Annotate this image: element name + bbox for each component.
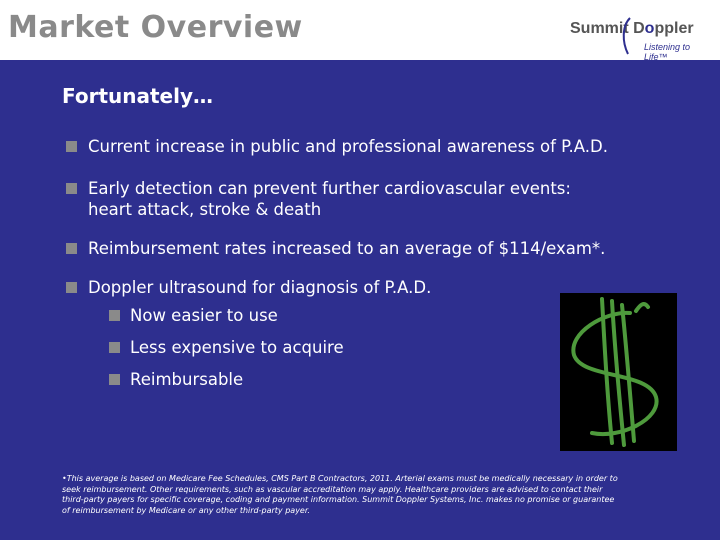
- square-bullet-icon: [66, 183, 77, 194]
- slide-header: [0, 0, 720, 60]
- bullet-item: Current increase in public and professional awareness of P.A.D.: [66, 136, 706, 157]
- logo-wordmark: Summit Doppler: [570, 20, 694, 37]
- logo-tagline: Listening to Life™: [644, 42, 691, 62]
- square-bullet-icon: [109, 374, 120, 385]
- slide-title: Market Overview: [8, 10, 303, 45]
- dollar-sign-image: [560, 293, 677, 451]
- dollar-sign-icon: [560, 293, 677, 451]
- bullet-item: Doppler ultrasound for diagnosis of P.A.D.: [66, 277, 706, 298]
- summit-doppler-logo: [566, 14, 716, 62]
- sub-bullet-item: Now easier to use: [130, 305, 706, 326]
- square-bullet-icon: [66, 282, 77, 293]
- square-bullet-icon: [66, 141, 77, 152]
- slide-subtitle: Fortunately…: [62, 84, 214, 108]
- logo-swirl-icon: [618, 16, 638, 56]
- sub-bullet-item: Less expensive to acquire: [130, 337, 706, 358]
- square-bullet-icon: [109, 310, 120, 321]
- sub-bullet-item: Reimbursable: [130, 369, 706, 390]
- bullet-item: Early detection can prevent further cardiovascular events: heart attack, stroke & death: [66, 178, 706, 220]
- bullet-item: Reimbursement rates increased to an average of $114/exam*.: [66, 238, 706, 259]
- square-bullet-icon: [66, 243, 77, 254]
- square-bullet-icon: [109, 342, 120, 353]
- footnote: •This average is based on Medicare Fee Schedules, CMS Part B Contractors, 2011. Arterial exams must be medically necessary in order to seek reimbursement. Other requirements, such as vascular accreditation may apply. Healthcare providers are advised to contact their third-party payers for specific coverage, coding and payment information. Summit Doppler Systems, Inc. makes no promise or guarantee of reimbursement by Medicare or any other third-party payer.: [62, 474, 618, 515]
